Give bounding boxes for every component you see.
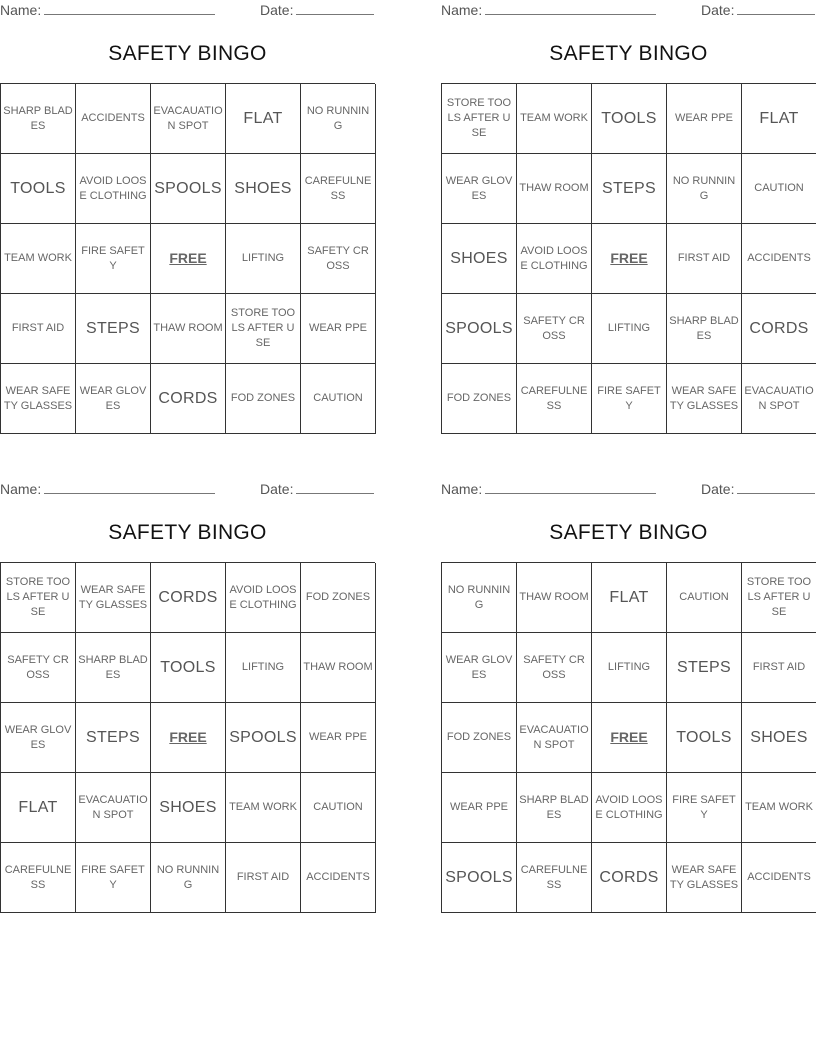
bingo-cell[interactable]: ACCIDENTS [742, 843, 816, 913]
name-label: Name: [441, 481, 483, 497]
bingo-cell[interactable]: STEPS [76, 703, 151, 773]
bingo-cell[interactable]: CAREFULNESS [1, 843, 76, 913]
bingo-cell[interactable]: WEAR PPE [301, 294, 376, 364]
bingo-cell[interactable]: TOOLS [592, 84, 667, 154]
date-label: Date: [701, 481, 735, 497]
bingo-cell[interactable]: EVACAUATION SPOT [151, 84, 226, 154]
bingo-cell[interactable]: STORE TOOLS AFTER USE [1, 563, 76, 633]
bingo-cell[interactable]: THAW ROOM [517, 154, 592, 224]
bingo-cell[interactable]: TEAM WORK [226, 773, 301, 843]
bingo-grid [0, 562, 375, 913]
bingo-cell[interactable]: EVACAUATION SPOT [76, 773, 151, 843]
bingo-cell[interactable]: FIRST AID [667, 224, 742, 294]
name-blank[interactable] [44, 2, 215, 15]
bingo-cell[interactable]: STEPS [667, 633, 742, 703]
name-field[interactable] [441, 481, 656, 497]
name-field[interactable] [0, 2, 215, 18]
name-label: Name: [0, 481, 42, 497]
date-blank[interactable] [296, 481, 374, 494]
bingo-cell[interactable]: SHARP BLADES [76, 633, 151, 703]
bingo-cell[interactable]: FIRE SAFETY [76, 224, 151, 294]
bingo-cell[interactable]: NO RUNNING [442, 563, 517, 633]
bingo-cell[interactable]: CAREFULNESS [517, 843, 592, 913]
bingo-grid [441, 562, 816, 913]
card-title: SAFETY BINGO [549, 42, 708, 65]
bingo-cell[interactable]: WEAR SAFETY GLASSES [76, 563, 151, 633]
bingo-cell[interactable]: FOD ZONES [301, 563, 376, 633]
bingo-cell[interactable]: SHARP BLADES [1, 84, 76, 154]
bingo-cell[interactable]: TEAM WORK [1, 224, 76, 294]
bingo-cell[interactable]: NO RUNNING [301, 84, 376, 154]
bingo-cell[interactable]: SHARP BLADES [517, 773, 592, 843]
card-title: SAFETY BINGO [108, 42, 267, 65]
bingo-cell[interactable]: SAFETY CROSS [517, 633, 592, 703]
bingo-cell[interactable]: WEAR PPE [442, 773, 517, 843]
bingo-cell[interactable]: EVACAUATION SPOT [742, 364, 816, 434]
bingo-cell[interactable]: CAUTION [301, 364, 376, 434]
bingo-cell[interactable]: LIFTING [592, 633, 667, 703]
bingo-cell[interactable]: SHARP BLADES [667, 294, 742, 364]
bingo-cell[interactable]: SHOES [226, 154, 301, 224]
date-blank[interactable] [296, 2, 374, 15]
bingo-cell[interactable]: LIFTING [226, 224, 301, 294]
bingo-cell[interactable]: WEAR SAFETY GLASSES [667, 364, 742, 434]
bingo-cell[interactable]: SAFETY CROSS [301, 224, 376, 294]
bingo-cell[interactable]: TEAM WORK [742, 773, 816, 843]
card-title: SAFETY BINGO [108, 521, 267, 544]
free-space-cell[interactable]: FREE [592, 224, 667, 294]
bingo-cell[interactable]: AVOID LOOSE CLOTHING [592, 773, 667, 843]
free-space-cell[interactable]: FREE [151, 224, 226, 294]
bingo-cell[interactable]: CORDS [151, 364, 226, 434]
bingo-cell[interactable]: CAUTION [667, 563, 742, 633]
bingo-cell[interactable]: CORDS [151, 563, 226, 633]
bingo-cell[interactable]: FIRST AID [226, 843, 301, 913]
bingo-cell[interactable]: ACCIDENTS [742, 224, 816, 294]
bingo-cell[interactable]: STORE TOOLS AFTER USE [226, 294, 301, 364]
name-field[interactable] [0, 481, 215, 497]
bingo-grid [441, 83, 816, 434]
bingo-cell[interactable]: SPOOLS [442, 294, 517, 364]
date-blank[interactable] [737, 2, 815, 15]
bingo-cell[interactable]: WEAR GLOVES [76, 364, 151, 434]
bingo-cell[interactable]: LIFTING [592, 294, 667, 364]
bingo-cell[interactable]: CORDS [592, 843, 667, 913]
bingo-cell[interactable]: SPOOLS [151, 154, 226, 224]
bingo-cell[interactable]: AVOID LOOSE CLOTHING [226, 563, 301, 633]
bingo-cell[interactable]: FIRST AID [1, 294, 76, 364]
bingo-cell[interactable]: AVOID LOOSE CLOTHING [76, 154, 151, 224]
bingo-cell[interactable]: SAFETY CROSS [1, 633, 76, 703]
date-blank[interactable] [737, 481, 815, 494]
bingo-cell[interactable]: FLAT [592, 563, 667, 633]
bingo-cell[interactable]: TOOLS [667, 703, 742, 773]
bingo-cell[interactable]: TOOLS [151, 633, 226, 703]
bingo-cell[interactable]: FIRE SAFETY [76, 843, 151, 913]
bingo-cell[interactable]: CAREFULNESS [517, 364, 592, 434]
name-blank[interactable] [485, 2, 656, 15]
bingo-grid [0, 83, 375, 434]
bingo-cell[interactable]: SHOES [151, 773, 226, 843]
bingo-cell[interactable]: FOD ZONES [442, 364, 517, 434]
bingo-cell[interactable]: SPOOLS [226, 703, 301, 773]
name-blank[interactable] [44, 481, 215, 494]
date-label: Date: [701, 2, 735, 18]
bingo-cell[interactable]: FOD ZONES [442, 703, 517, 773]
free-space-cell[interactable]: FREE [151, 703, 226, 773]
date-field[interactable] [701, 481, 815, 497]
bingo-cell[interactable]: LIFTING [226, 633, 301, 703]
bingo-cell[interactable]: FOD ZONES [226, 364, 301, 434]
bingo-cell[interactable]: FIRE SAFETY [667, 773, 742, 843]
bingo-cell[interactable]: WEAR SAFETY GLASSES [1, 364, 76, 434]
date-label: Date: [260, 2, 294, 18]
date-label: Date: [260, 481, 294, 497]
name-blank[interactable] [485, 481, 656, 494]
bingo-cell[interactable]: CAUTION [742, 154, 816, 224]
free-space-cell[interactable]: FREE [592, 703, 667, 773]
bingo-cell[interactable]: CORDS [742, 294, 816, 364]
bingo-cell[interactable]: SHOES [442, 224, 517, 294]
bingo-cell[interactable]: AVOID LOOSE CLOTHING [517, 224, 592, 294]
bingo-cell[interactable]: WEAR SAFETY GLASSES [667, 843, 742, 913]
bingo-cell[interactable]: CAREFULNESS [301, 154, 376, 224]
bingo-cell[interactable]: THAW ROOM [301, 633, 376, 703]
bingo-cell[interactable]: NO RUNNING [151, 843, 226, 913]
bingo-cell[interactable]: WEAR PPE [667, 84, 742, 154]
bingo-cell[interactable]: THAW ROOM [151, 294, 226, 364]
date-field[interactable] [260, 481, 374, 497]
bingo-cell[interactable]: STORE TOOLS AFTER USE [442, 84, 517, 154]
bingo-cell[interactable]: FIRE SAFETY [592, 364, 667, 434]
name-field[interactable] [441, 2, 656, 18]
bingo-cell[interactable]: WEAR GLOVES [1, 703, 76, 773]
bingo-cell[interactable]: STEPS [592, 154, 667, 224]
bingo-cell[interactable]: FLAT [1, 773, 76, 843]
name-label: Name: [0, 2, 42, 18]
date-field[interactable] [260, 2, 374, 18]
bingo-cell[interactable]: WEAR PPE [301, 703, 376, 773]
bingo-cell[interactable]: TOOLS [1, 154, 76, 224]
date-field[interactable] [701, 2, 815, 18]
bingo-cell[interactable]: WEAR GLOVES [442, 154, 517, 224]
name-label: Name: [441, 2, 483, 18]
bingo-cell[interactable]: SHOES [742, 703, 816, 773]
bingo-cell[interactable]: THAW ROOM [517, 563, 592, 633]
bingo-cell[interactable]: FIRST AID [742, 633, 816, 703]
bingo-cell[interactable]: EVACAUATION SPOT [517, 703, 592, 773]
bingo-cell[interactable]: NO RUNNING [667, 154, 742, 224]
bingo-cell[interactable]: STORE TOOLS AFTER USE [742, 563, 816, 633]
bingo-cell[interactable]: FLAT [226, 84, 301, 154]
bingo-cell[interactable]: SAFETY CROSS [517, 294, 592, 364]
bingo-cell[interactable]: WEAR GLOVES [442, 633, 517, 703]
bingo-cell[interactable]: ACCIDENTS [301, 843, 376, 913]
bingo-cell[interactable]: FLAT [742, 84, 816, 154]
bingo-cell[interactable]: STEPS [76, 294, 151, 364]
bingo-cell[interactable]: SPOOLS [442, 843, 517, 913]
bingo-cell[interactable]: ACCIDENTS [76, 84, 151, 154]
bingo-cell[interactable]: CAUTION [301, 773, 376, 843]
card-title: SAFETY BINGO [549, 521, 708, 544]
bingo-cell[interactable]: TEAM WORK [517, 84, 592, 154]
